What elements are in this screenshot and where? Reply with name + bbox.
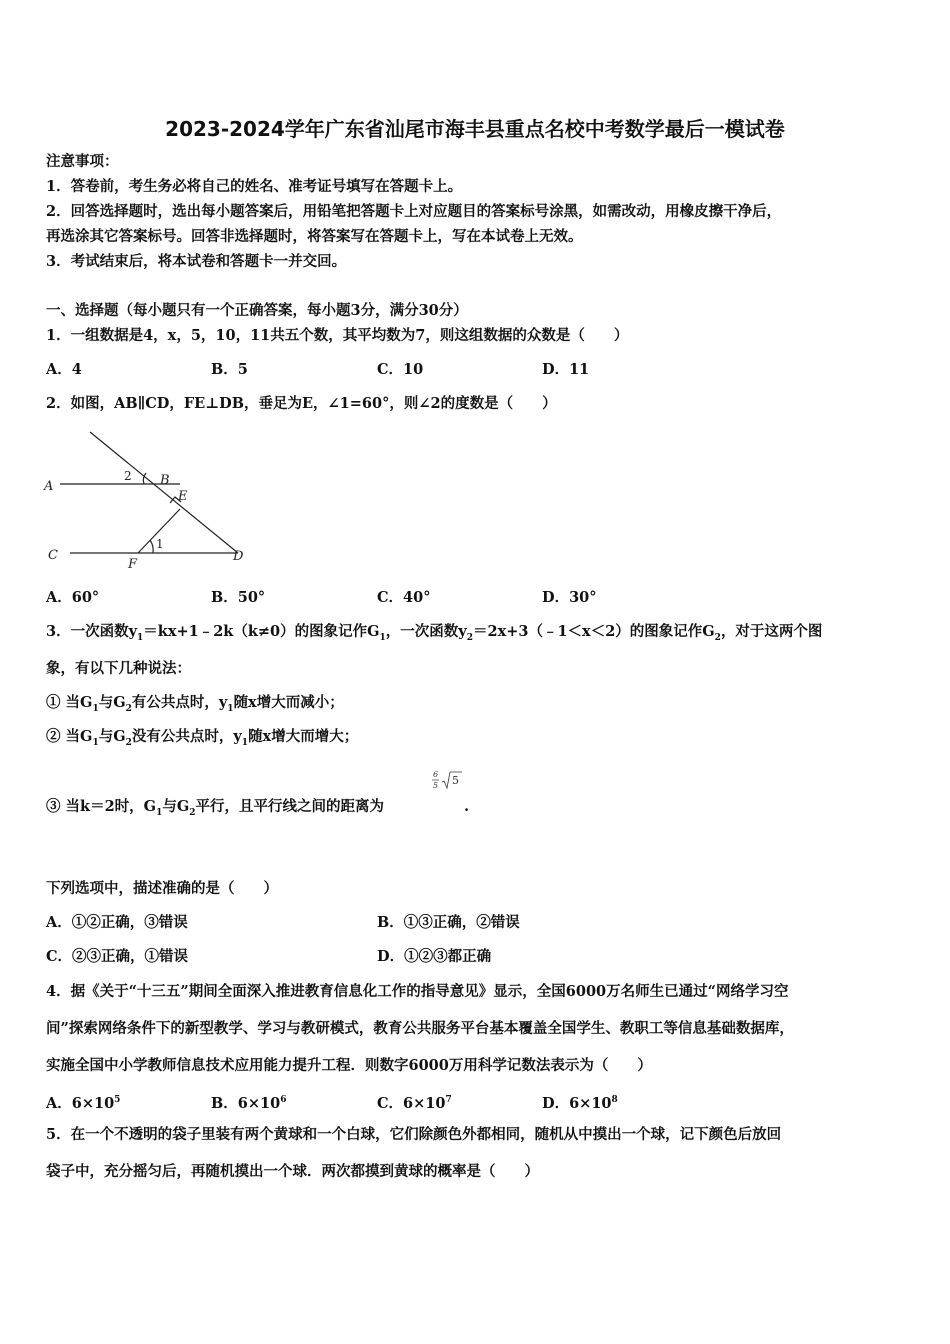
label-a: A	[44, 479, 54, 494]
label-d: D	[233, 549, 244, 564]
notice-heading: 注意事项：	[46, 153, 119, 170]
notice-item-2-line-2: 再选涂其它答案标号。回答非选择题时，将答案写在答题卡上，写在本试卷上无效。	[46, 228, 583, 245]
notice-item-2-line-1: 2．回答选择题时，选出每小题答案后，用铅笔把答题卡上对应题目的答案标号涂黑，如需改动，用橡皮擦干净后，	[46, 203, 782, 220]
q3-ask: 下列选项中，描述准确的是（ ）	[46, 880, 278, 897]
q3-statement-3: ③ 当k＝2时，$G_1$与$G_2$平行，且平行线之间的距离为	[46, 798, 384, 818]
q3-stem-line-2: 象，有以下几种说法：	[46, 660, 191, 677]
q3-stem-line-1: 3．一次函数$y_1=kx+1﹣2k(k\ne 0)$的图象记作$G_1$，一次函数$y_2=2x+3(﹣1<x<2)$的图象记作$G_2$，对于这两个图	[46, 623, 823, 643]
q4-stem-line-3: 实施全国中小学教师信息技术应用能力提升工程．则数字6000万用科学记数法表示为（ ）	[46, 1057, 652, 1074]
distance-formula	[430, 769, 464, 795]
q1-option-c: C．10	[377, 361, 424, 378]
q5-stem-line-2: 袋子中，充分摇匀后，再随机摸出一个球．两次都摸到黄球的概率是（ ）	[46, 1163, 539, 1180]
q5-stem-line-1: 5．在一个不透明的袋子里装有两个黄球和一个白球，它们除颜色外都相同，随机从中摸出一个球，记下颜色后放回	[46, 1126, 782, 1143]
section-heading: 一、选择题（每小题只有一个正确答案，每小题3分，满分30分）	[46, 302, 468, 319]
angle-2-label: 2	[124, 469, 132, 483]
geometry-figure	[40, 426, 260, 572]
fraction-numerator: 6	[433, 770, 439, 779]
q3-option-c: C．②③正确，①错误	[46, 948, 189, 965]
label-f: F	[128, 557, 138, 572]
angle-1-arc	[150, 540, 153, 553]
page-title: 2023-2024学年广东省汕尾市海丰县重点名校中考数学最后一模试卷	[165, 117, 785, 141]
q2-option-b: B．50°	[211, 589, 266, 606]
label-c: C	[48, 548, 58, 563]
q3-statement-1: ① 当$G_1$与$G_2$有公共点时，$y_1$随x增大而减小；	[46, 694, 344, 714]
q1-option-d: D．11	[542, 361, 590, 378]
angle-2-arc	[143, 473, 146, 484]
notice-item-3: 3．考试结束后，将本试卷和答题卡一并交回。	[46, 253, 347, 270]
q2-option-c: C．40°	[377, 589, 431, 606]
q4-option-a: A．$6\times 10^5$	[46, 1094, 121, 1112]
angle-1-label: 1	[156, 537, 164, 551]
q3-statement-2: ② 当$G_1$与$G_2$没有公共点时，$y_1$随x增大而增大；	[46, 728, 359, 748]
q3-option-a: A．①②正确，③错误	[46, 914, 188, 931]
q2-stem: 2．如图，AB∥CD，FE⊥DB，垂足为E，∠1=60°，则∠2的度数是（ ）	[46, 395, 557, 412]
q3-option-d: D．①②③都正确	[377, 948, 492, 965]
label-b: B	[160, 473, 170, 488]
q1-option-a: A．4	[46, 361, 82, 378]
q4-option-d: D．$6\times 10^8$	[542, 1094, 618, 1112]
q4-stem-line-1: 4．据《关于“十三五”期间全面深入推进教育信息化工作的指导意见》显示，全国6000万名师生已通过“网络学习空	[46, 983, 789, 1000]
q3-statement-3-end: .	[464, 798, 470, 815]
label-e: E	[178, 489, 188, 504]
q4-option-c: C．$6\times 10^7$	[377, 1094, 452, 1112]
q4-option-b: B．$6\times 10^6$	[211, 1094, 287, 1112]
q2-option-a: A．60°	[46, 589, 100, 606]
q1-stem: 1．一组数据是4，x，5，10，11共五个数，其平均数为7，则这组数据的众数是（ ）	[46, 327, 629, 344]
fraction-denominator: 5	[433, 781, 439, 790]
radicand: 5	[452, 774, 459, 787]
line-bd	[90, 432, 238, 553]
q4-stem-line-2: 间”探索网络条件下的新型教学、学习与教研模式，教育公共服务平台基本覆盖全国学生、教职工等信息基础数据库，	[46, 1020, 794, 1037]
q1-option-b: B．5	[211, 361, 248, 378]
q3-option-b: B．①③正确，②错误	[377, 914, 520, 931]
notice-item-1: 1．答卷前，考生务必将自己的姓名、准考证号填写在答题卡上。	[46, 178, 463, 195]
q2-option-d: D．30°	[542, 589, 597, 606]
